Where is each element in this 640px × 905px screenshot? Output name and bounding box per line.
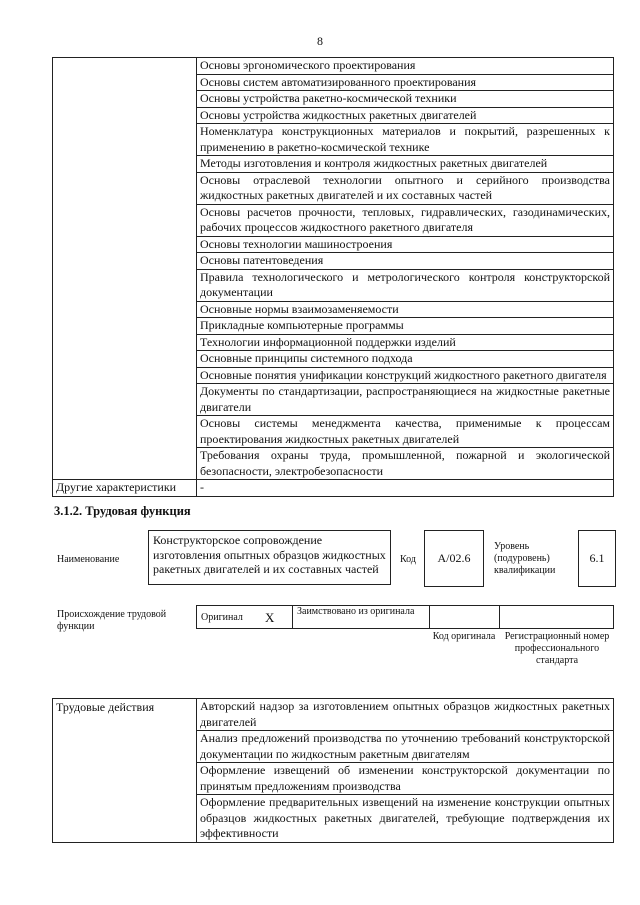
other-characteristics-label: Другие характеристики (53, 480, 197, 497)
knowledge-item: Основы расчетов прочности, тепловых, гидравлических, газодинамических, рабочих процессов жидкостного ракетного двигателя (197, 204, 614, 236)
original-code-cell (429, 605, 499, 629)
knowledge-item: Основы отраслевой технологии опытного и серийного производства жидкостных ракетных двигателей и их составных частей (197, 172, 614, 204)
qualification-level-box (578, 530, 616, 587)
knowledge-item: Технологии информационной поддержки изделий (197, 334, 614, 351)
function-code-value: A/02.6 (437, 551, 471, 565)
original-code-caption: Код оригинала (432, 631, 496, 642)
function-name-box (148, 530, 391, 585)
level-label: Уровень (подуровень) квалификации (494, 541, 556, 576)
knowledge-item: Основы патентоведения (197, 253, 614, 270)
labour-actions-label: Трудовые действия (53, 699, 197, 843)
knowledge-item: Документы по стандартизации, распространяющиеся на жидкостные ракетные двигатели (197, 384, 614, 416)
knowledge-item: Основы эргономического проектирования (197, 58, 614, 75)
section-title: 3.1.2. Трудовая функция (54, 504, 191, 518)
knowledge-item: Прикладные компьютерные программы (197, 318, 614, 335)
borrowed-label: Заимствовано из оригинала (297, 606, 415, 617)
knowledge-item: Основы технологии машиностроения (197, 236, 614, 253)
labour-action-item: Оформление извещений об изменении конструкторской документации по принятым предложениям производства (197, 763, 614, 795)
code-label: Код (400, 554, 416, 565)
knowledge-item: Методы изготовления и контроля жидкостных ракетных двигателей (197, 156, 614, 173)
knowledge-item: Требования охраны труда, промышленной, пожарной и экологической безопасности, электробезопасности (197, 448, 614, 480)
origin-label: Происхождение трудовой функции (57, 609, 167, 632)
labour-action-item: Оформление предварительных извещений на изменение конструкции опытных образцов жидкостных ракетных двигателей, требующие подтверждения их эффективности (197, 795, 614, 843)
labour-action-item: Авторский надзор за изготовлением опытных образцов жидкостных ракетных двигателей (197, 699, 614, 731)
registration-number-caption: Регистрационный номер профессионального стандарта (504, 631, 610, 666)
knowledge-item: Основные нормы взаимозаменяемости (197, 301, 614, 318)
original-cell (196, 605, 292, 629)
knowledge-table (52, 57, 614, 497)
name-label: Наименование (57, 554, 120, 565)
function-name-value: Конструкторское сопровождение изготовления опытных образцов жидкостных ракетных двигателей и их составных частей (153, 533, 386, 576)
function-code-box (424, 530, 484, 587)
knowledge-item: Основы устройства ракетно-космической техники (197, 91, 614, 108)
other-characteristics-value: - (197, 480, 614, 497)
knowledge-item: Номенклатура конструкционных материалов и покрытий, разрешенных к применению в ракетно-космической технике (197, 124, 614, 156)
knowledge-item: Основы систем автоматизированного проектирования (197, 74, 614, 91)
labour-actions-table (52, 698, 614, 843)
qualification-level-value: 6.1 (589, 551, 605, 565)
original-mark: X (265, 610, 275, 625)
knowledge-item: Основы устройства жидкостных ракетных двигателей (197, 107, 614, 124)
knowledge-item: Правила технологического и метрологического контроля конструкторской документации (197, 269, 614, 301)
knowledge-item: Основы системы менеджмента качества, применимые к процессам проектирования жидкостных ракетных двигателей (197, 416, 614, 448)
labour-action-item: Анализ предложений производства по уточнению требований конструкторской документации по жидкостным ракетным двигателям (197, 731, 614, 763)
knowledge-item: Основные принципы системного подхода (197, 351, 614, 368)
knowledge-item: Основные понятия унификации конструкций жидкостного ракетного двигателя (197, 367, 614, 384)
registration-number-cell (499, 605, 614, 629)
original-label: Оригинал (201, 612, 243, 623)
page-number: 8 (317, 34, 323, 48)
knowledge-label-cell (53, 58, 197, 480)
borrowed-cell (292, 605, 429, 629)
